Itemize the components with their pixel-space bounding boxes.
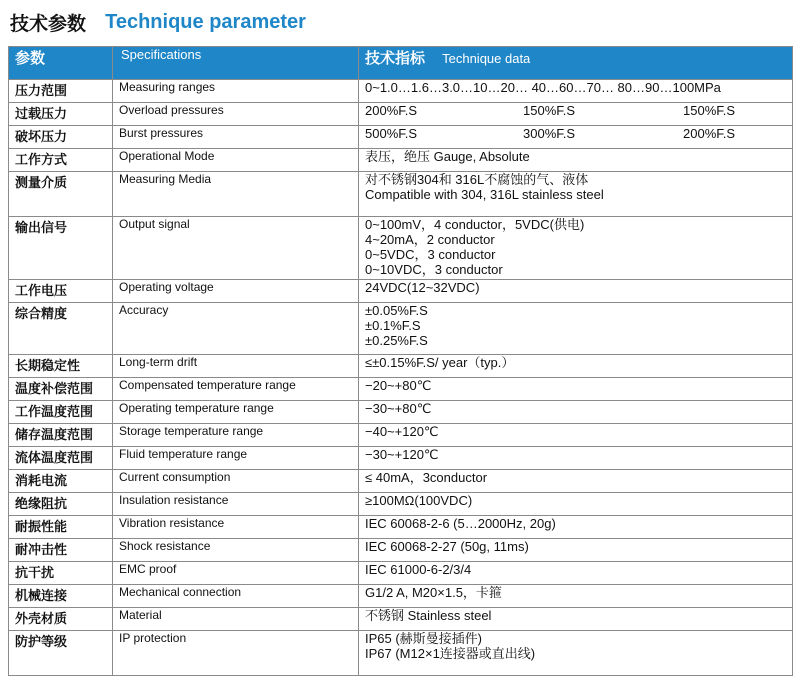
param-name-zh: 抗干扰 [9,562,113,585]
table-row [9,217,793,280]
param-value [359,80,793,103]
param-name-en: Accuracy [113,303,359,355]
param-value-line: ≥100MΩ(100VDC) [365,493,473,508]
param-value-line: 200%F.S [365,103,418,118]
param-value-line: 150%F.S [523,103,576,118]
param-value-line: 4~20mA，2 conductor [365,232,495,247]
param-name-en: Current consumption [113,470,359,493]
param-name-en: Insulation resistance [113,493,359,516]
param-name-zh: 外壳材质 [9,608,113,631]
param-value [359,172,793,217]
param-name-en: EMC proof [113,562,359,585]
table-header-row [9,47,793,80]
param-value [359,103,793,126]
param-value-line: 0~10VDC，3 conductor [365,262,503,277]
param-value-line: 表压，绝压 Gauge, Absolute [365,149,530,164]
param-name-zh: 防护等级 [9,631,113,676]
param-value [359,470,793,493]
table-row [9,103,793,126]
header-technique-data [359,47,793,80]
param-name-en: Operating voltage [113,280,359,303]
param-value-line: IP65 (赫斯曼接插件) [365,631,483,646]
param-name-zh: 温度补偿范围 [9,378,113,401]
param-value [359,493,793,516]
param-name-en: IP protection [113,631,359,676]
param-value-line: 不锈钢 Stainless steel [365,608,492,623]
table-row [9,585,793,608]
page-title-en: Technique parameter [105,11,306,33]
param-value [359,149,793,172]
table-row [9,378,793,401]
table-row [9,608,793,631]
param-value-line: G1/2 A, M20×1.5，卡箍 [365,585,502,600]
table-row [9,172,793,217]
param-value-line: 0~100mV，4 conductor，5VDC(供电) [365,217,585,232]
param-value [359,447,793,470]
table-row [9,280,793,303]
param-name-en: Storage temperature range [113,424,359,447]
table-row [9,80,793,103]
page-heading [10,9,306,39]
param-name-en: Shock resistance [113,539,359,562]
param-value [359,401,793,424]
param-name-zh: 过载压力 [9,103,113,126]
param-value [359,355,793,378]
param-name-zh: 绝缘阻抗 [9,493,113,516]
table-row [9,447,793,470]
table-row [9,562,793,585]
param-value-line: 0~5VDC，3 conductor [365,247,496,262]
param-value [359,562,793,585]
param-name-zh: 消耗电流 [9,470,113,493]
header-param: 参数 [9,47,113,80]
param-name-zh: 流体温度范围 [9,447,113,470]
param-value [359,424,793,447]
param-value-line: −30~+120℃ [365,447,439,462]
spec-table [8,46,793,676]
param-value [359,217,793,280]
param-name-zh: 储存温度范围 [9,424,113,447]
table-row [9,126,793,149]
param-value [359,378,793,401]
param-value [359,631,793,676]
param-name-en: Vibration resistance [113,516,359,539]
param-name-en: Measuring Media [113,172,359,217]
table-row [9,149,793,172]
param-value-line: ±0.1%F.S [365,318,421,333]
param-value [359,126,793,149]
param-value-line: Compatible with 304, 316L stainless steel [365,187,604,202]
param-name-en: Operating temperature range [113,401,359,424]
header-specifications: Specifications [113,47,359,80]
param-value-line: 200%F.S [683,126,736,141]
param-value [359,539,793,562]
param-name-zh: 破坏压力 [9,126,113,149]
param-value [359,585,793,608]
param-name-zh: 工作方式 [9,149,113,172]
param-value-line: ≤ 40mA，3conductor [365,470,488,485]
param-value-line: IEC 61000-6-2/3/4 [365,562,472,577]
param-value-line: IP67 (M12×1连接器或直出线) [365,646,536,661]
param-value [359,608,793,631]
header-technique-data-en: Technique data [442,51,531,66]
table-row [9,470,793,493]
param-value-line: 500%F.S [365,126,418,141]
param-value [359,516,793,539]
param-value-line: −40~+120℃ [365,424,439,439]
param-name-zh: 输出信号 [9,217,113,280]
table-row [9,493,793,516]
param-name-en: Burst pressures [113,126,359,149]
page-title-zh: 技术参数 [10,13,87,35]
param-name-en: Material [113,608,359,631]
param-value-line: 150%F.S [683,103,736,118]
param-name-en: Overload pressures [113,103,359,126]
param-value-line: 0~1.0…1.6…3.0…10…20… 40…60…70… 80…90…100MPa [365,80,721,95]
param-name-zh: 工作温度范围 [9,401,113,424]
param-name-en: Fluid temperature range [113,447,359,470]
param-name-zh: 综合精度 [9,303,113,355]
param-value [359,303,793,355]
param-value [359,280,793,303]
param-name-zh: 耐振性能 [9,516,113,539]
param-value-line: −30~+80℃ [365,401,432,416]
param-name-zh: 测量介质 [9,172,113,217]
table-row [9,539,793,562]
param-name-en: Long-term drift [113,355,359,378]
param-name-en: Measuring ranges [113,80,359,103]
table-row [9,355,793,378]
param-value-line: −20~+80℃ [365,378,432,393]
param-value-line: 对不锈钢304和 316L不腐蚀的气、液体 [365,172,589,187]
table-row [9,424,793,447]
param-name-zh: 长期稳定性 [9,355,113,378]
table-row [9,303,793,355]
param-name-zh: 工作电压 [9,280,113,303]
param-name-zh: 机械连接 [9,585,113,608]
param-value-line: ≤±0.15%F.S/ year（typ.） [365,355,515,370]
param-value-line: IEC 60068-2-27 (50g, 11ms) [365,539,529,554]
param-value-line: 300%F.S [523,126,576,141]
param-value-line: IEC 60068-2-6 (5…2000Hz, 20g) [365,516,556,531]
param-name-en: Mechanical connection [113,585,359,608]
table-row [9,631,793,676]
param-value-line: 24VDC(12~32VDC) [365,280,480,295]
header-technique-data-zh: 技术指标 [365,49,426,67]
param-value-line: ±0.05%F.S [365,303,428,318]
table-row [9,401,793,424]
param-name-en: Output signal [113,217,359,280]
param-name-en: Operational Mode [113,149,359,172]
param-name-zh: 耐冲击性 [9,539,113,562]
param-value-line: ±0.25%F.S [365,333,428,348]
param-name-zh: 压力范围 [9,80,113,103]
param-name-en: Compensated temperature range [113,378,359,401]
table-row [9,516,793,539]
